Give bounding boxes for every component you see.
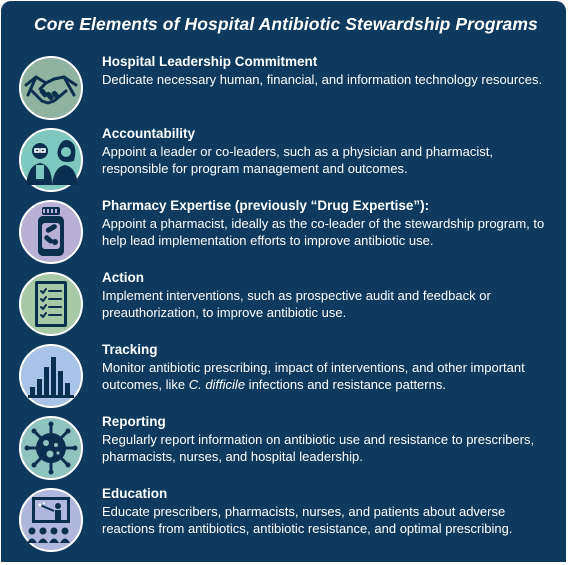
item-description: Dedicate necessary human, financial, and information technology resources.: [102, 72, 543, 87]
list-item-leadership: [1, 54, 566, 122]
bacteria-icon: [18, 415, 84, 481]
item-description: [102, 359, 552, 393]
panel-title: Core Elements of Hospital Antibiotic Stewardship Programs: [34, 14, 538, 34]
item-description: Educate prescribers, pharmacists, nurses, and patients about adverse reactions from antibiotics, antibiotic resistance, and optimal prescribing.: [102, 504, 513, 536]
list-item-accountability: [1, 126, 566, 194]
item-title: Reporting: [102, 414, 166, 429]
item-title: Education: [102, 486, 168, 501]
description-text: infections and resistance patterns.: [245, 377, 446, 392]
handshake-icon: [18, 55, 84, 121]
bar-chart-icon: [18, 343, 84, 409]
list-item-pharmacy-expertise: [1, 198, 566, 266]
list-item-reporting: [1, 414, 566, 482]
checklist-icon: [18, 271, 84, 337]
item-title: Tracking: [102, 342, 158, 357]
item-title: Accountability: [102, 126, 196, 141]
pill-bottle-icon: [18, 199, 84, 265]
item-description: Appoint a leader or co-leaders, such as a physician and pharmacist, responsible for program management and outcomes.: [102, 144, 493, 176]
physician-pharmacist-icon: [18, 127, 84, 193]
presentation-icon: [18, 487, 84, 553]
list-item-tracking: [1, 342, 566, 410]
item-title: Hospital Leadership Commitment: [102, 54, 318, 69]
list-item-action: [1, 270, 566, 338]
item-description: Appoint a pharmacist, ideally as the co-leader of the stewardship program, to help lead implementation efforts to improve antibiotic use.: [102, 216, 545, 248]
item-description: Regularly report information on antibiotic use and resistance to prescribers, pharmacists, nurses, and hospital leadership.: [102, 432, 535, 464]
organism-name: C. difficile: [188, 377, 246, 392]
core-elements-panel: [1, 1, 566, 562]
description-text: Monitor antibiotic prescribing, impact of interventions, and other important outcomes, like: [102, 360, 525, 392]
item-title: Action: [102, 270, 144, 285]
item-description: Implement interventions, such as prospective audit and feedback or preauthorization, to improve antibiotic use.: [102, 288, 491, 320]
list-item-education: [1, 486, 566, 554]
item-title: Pharmacy Expertise (previously “Drug Expertise”):: [102, 198, 430, 213]
